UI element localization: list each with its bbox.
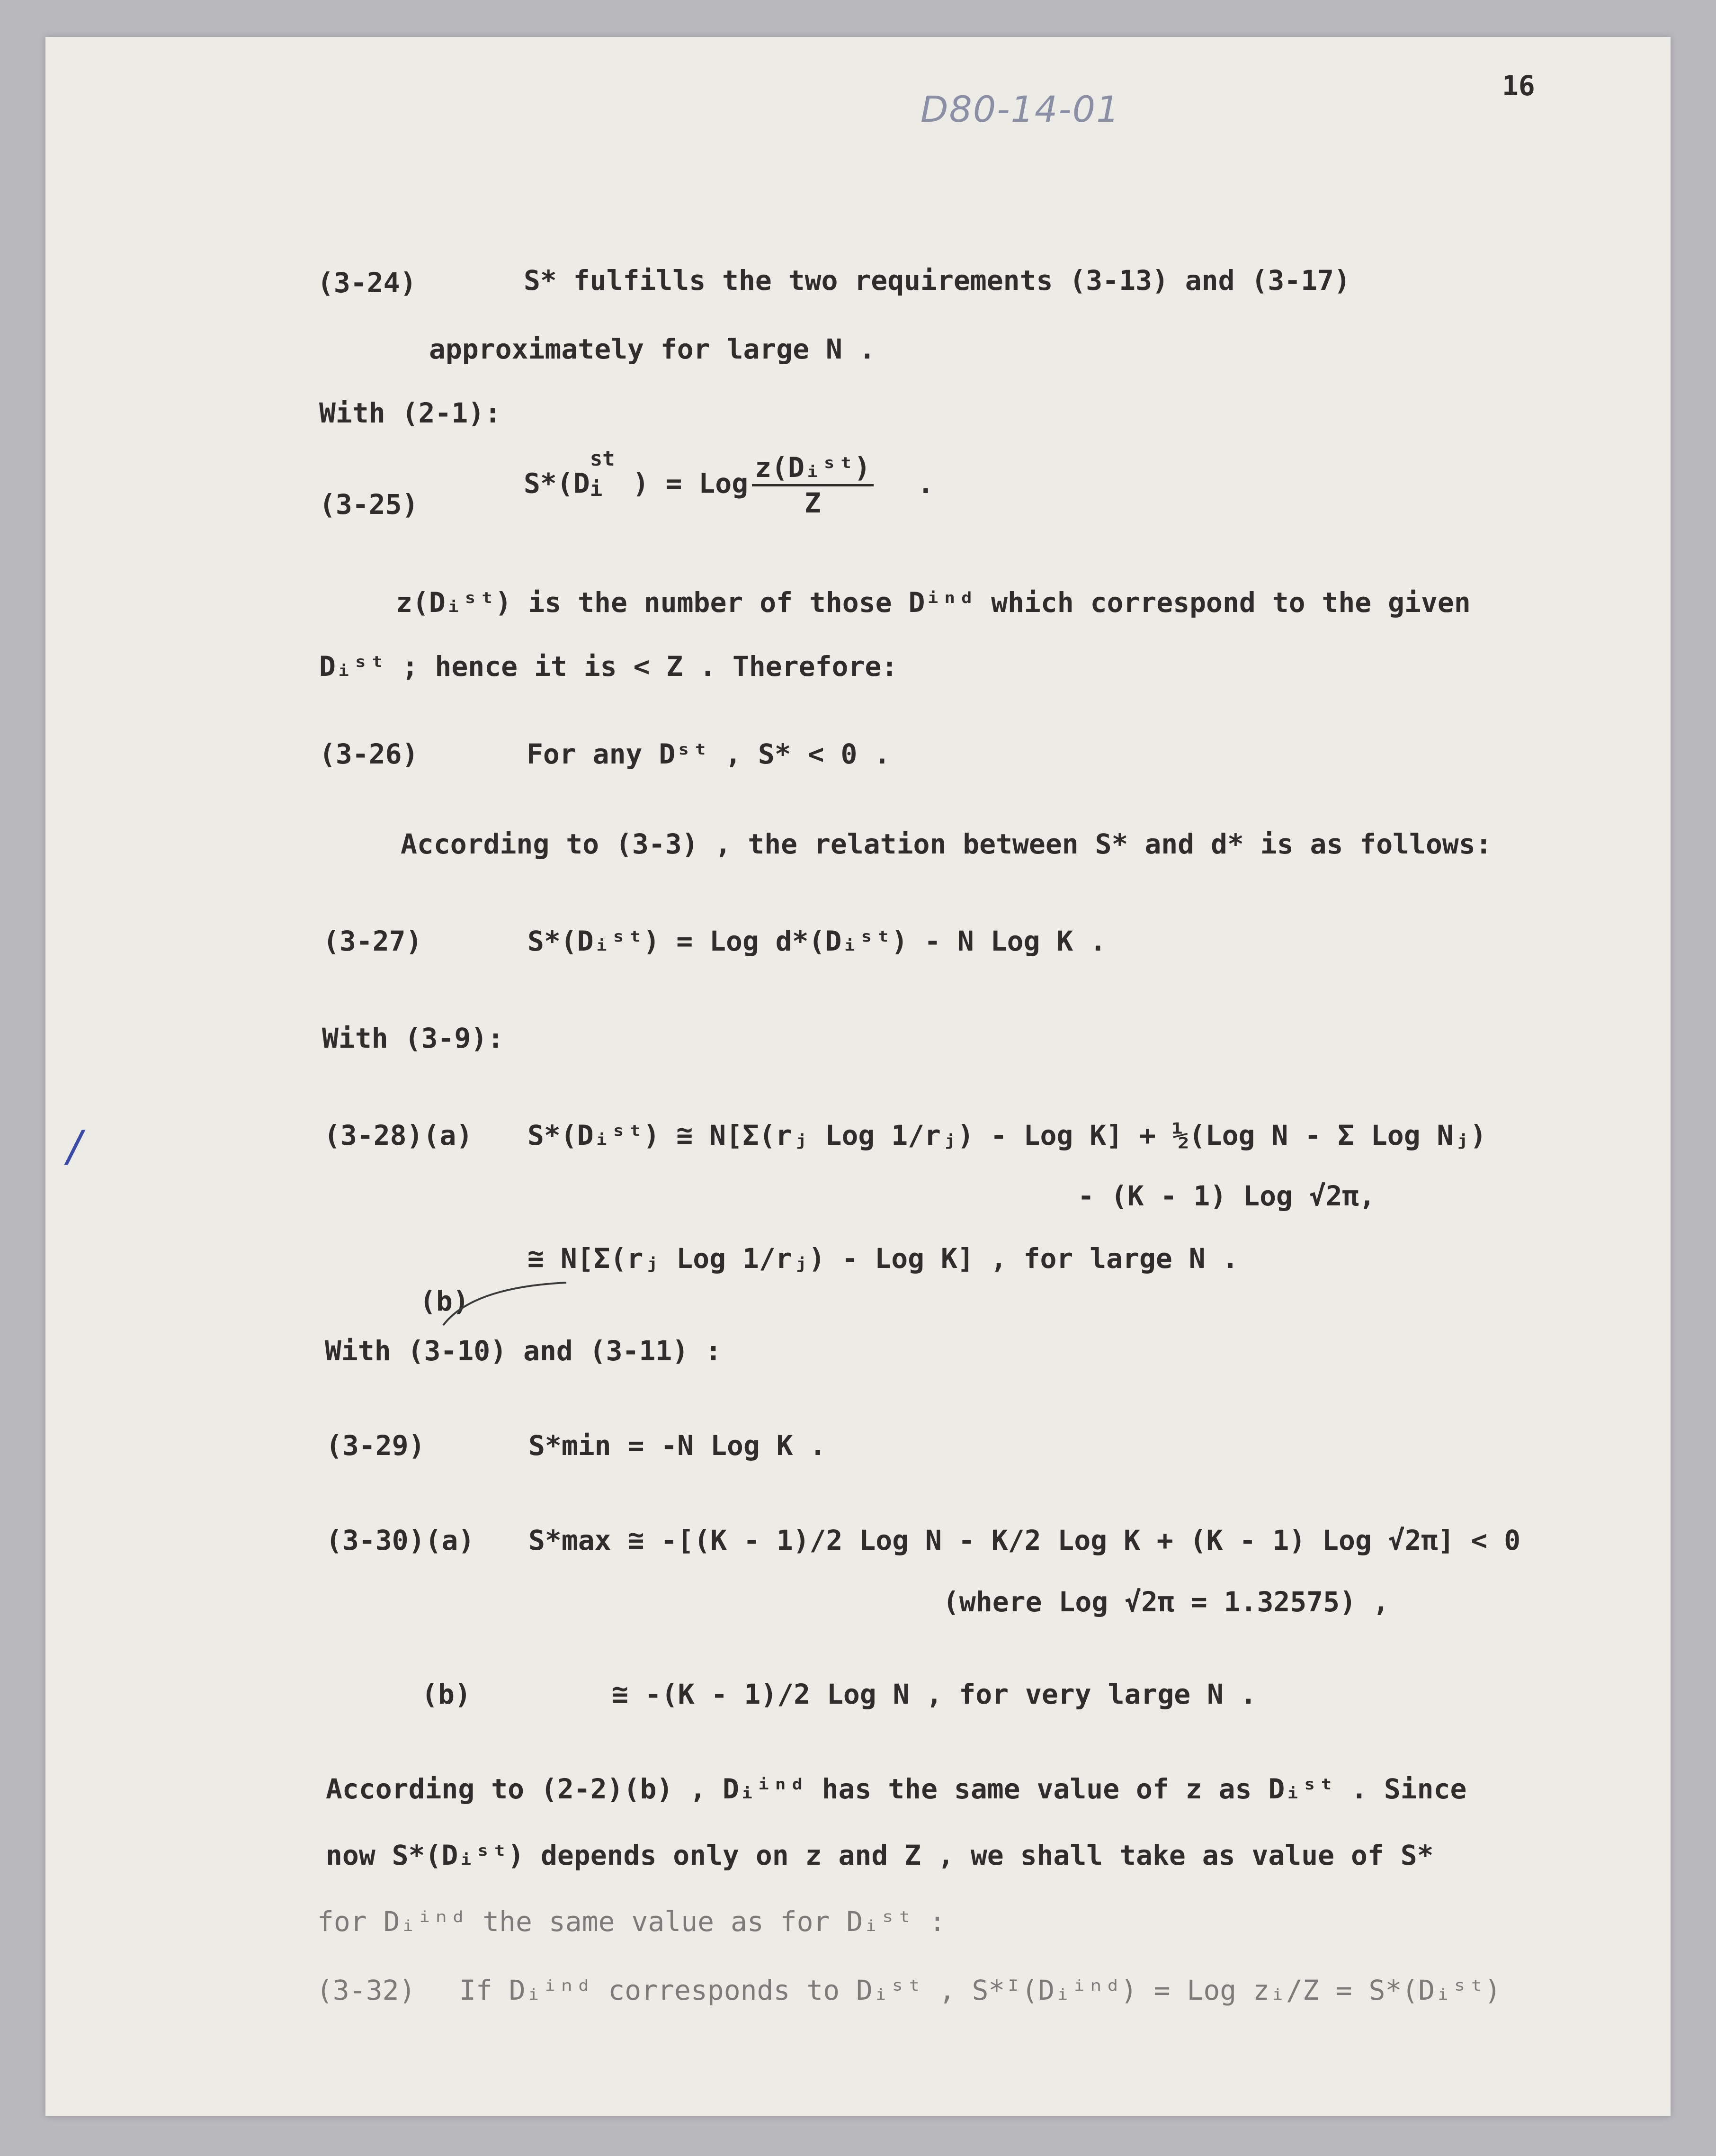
eq-3-25-lhs: S*(D: [524, 467, 590, 500]
line-3-29: S*min = -N Log K .: [528, 1429, 826, 1462]
eq-3-25-period: .: [917, 467, 934, 500]
pencil-curve: [438, 1268, 571, 1330]
line-approximately: approximately for large N .: [429, 333, 876, 365]
eq-label-3-30b: (b): [421, 1678, 471, 1710]
line-hence: Dᵢˢᵗ ; hence it is < Z . Therefore:: [319, 650, 898, 683]
eq-3-25-denominator: Z: [804, 487, 821, 519]
line-according-2-2: According to (2-2)(b) , Dᵢⁱⁿᵈ has the same value of z as Dᵢˢᵗ . Since: [326, 1773, 1467, 1805]
line-since-now: now S*(Dᵢˢᵗ) depends only on z and Z , we shall take as value of S*: [326, 1839, 1434, 1871]
line-3-30a-cont: (where Log √2π = 1.32575) ,: [943, 1586, 1389, 1618]
line-3-32: If Dᵢⁱⁿᵈ corresponds to Dᵢˢᵗ , S*ᴵ(Dᵢⁱⁿᵈ) = Log zᵢ/Z = S*(Dᵢˢᵗ): [459, 1974, 1501, 2006]
eq-3-25-numerator: z(Dᵢˢᵗ): [752, 454, 873, 486]
eq-3-25-sub: i: [590, 476, 603, 501]
eq-label-3-27: (3-27): [323, 925, 422, 957]
line-3-28b: ≅ N[Σ(rⱼ Log 1/rⱼ) - Log K] , for large N .: [527, 1242, 1239, 1275]
line-with-2-1: With (2-1):: [319, 397, 501, 429]
eq-label-3-29: (3-29): [326, 1429, 425, 1462]
line-3-26: For any Dˢᵗ , S* < 0 .: [527, 738, 891, 770]
document-page: [45, 37, 1671, 2116]
line-according-3-3: According to (3-3) , the relation between S* and d* is as follows:: [401, 828, 1492, 860]
eq-3-25-log: ) = Log: [632, 467, 749, 500]
handwritten-id: D80-14-01: [921, 88, 1120, 130]
line-3-30b: ≅ -(K - 1)/2 Log N , for very large N .: [612, 1678, 1257, 1710]
line-3-28a: S*(Dᵢˢᵗ) ≅ N[Σ(rⱼ Log 1/rⱼ) - Log K] + ½(Log N - Σ Log Nⱼ): [527, 1119, 1487, 1151]
line-for-dind: for Dᵢⁱⁿᵈ the same value as for Dᵢˢᵗ :: [317, 1905, 946, 1938]
eq-label-3-26: (3-26): [319, 738, 419, 770]
eq-label-3-30a: (3-30)(a): [326, 1524, 475, 1556]
line-with-3-10: With (3-10) and (3-11) :: [325, 1335, 722, 1367]
eq-3-25-sup: st: [590, 446, 615, 471]
line-3-30a: S*max ≅ -[(K - 1)/2 Log N - K/2 Log K + (K - 1) Log √2π] < 0: [528, 1524, 1521, 1556]
eq-3-25-indices: [590, 446, 633, 501]
equation-3-25: [524, 446, 934, 519]
line-3-27: S*(Dᵢˢᵗ) = Log d*(Dᵢˢᵗ) - N Log K .: [527, 925, 1107, 957]
eq-label-3-24: (3-24): [317, 267, 417, 299]
margin-pencil-mark: /: [67, 1122, 82, 1171]
line-with-3-9: With (3-9):: [322, 1022, 504, 1054]
eq-3-25-fraction: [752, 451, 873, 519]
line-3-28a-cont: - (K - 1) Log √2π,: [1078, 1180, 1376, 1212]
eq-label-3-25: (3-25): [319, 488, 419, 521]
eq-label-3-28b: (b): [420, 1285, 469, 1317]
page-number: 16: [1502, 70, 1535, 102]
eq-label-3-28a: (3-28)(a): [324, 1119, 473, 1151]
eq-label-3-32: (3-32): [316, 1974, 416, 2006]
line-z-number: z(Dᵢˢᵗ) is the number of those Dⁱⁿᵈ which correspond to the given: [396, 586, 1471, 619]
line-3-24: S* fulfills the two requirements (3-13) and (3-17): [524, 264, 1350, 296]
